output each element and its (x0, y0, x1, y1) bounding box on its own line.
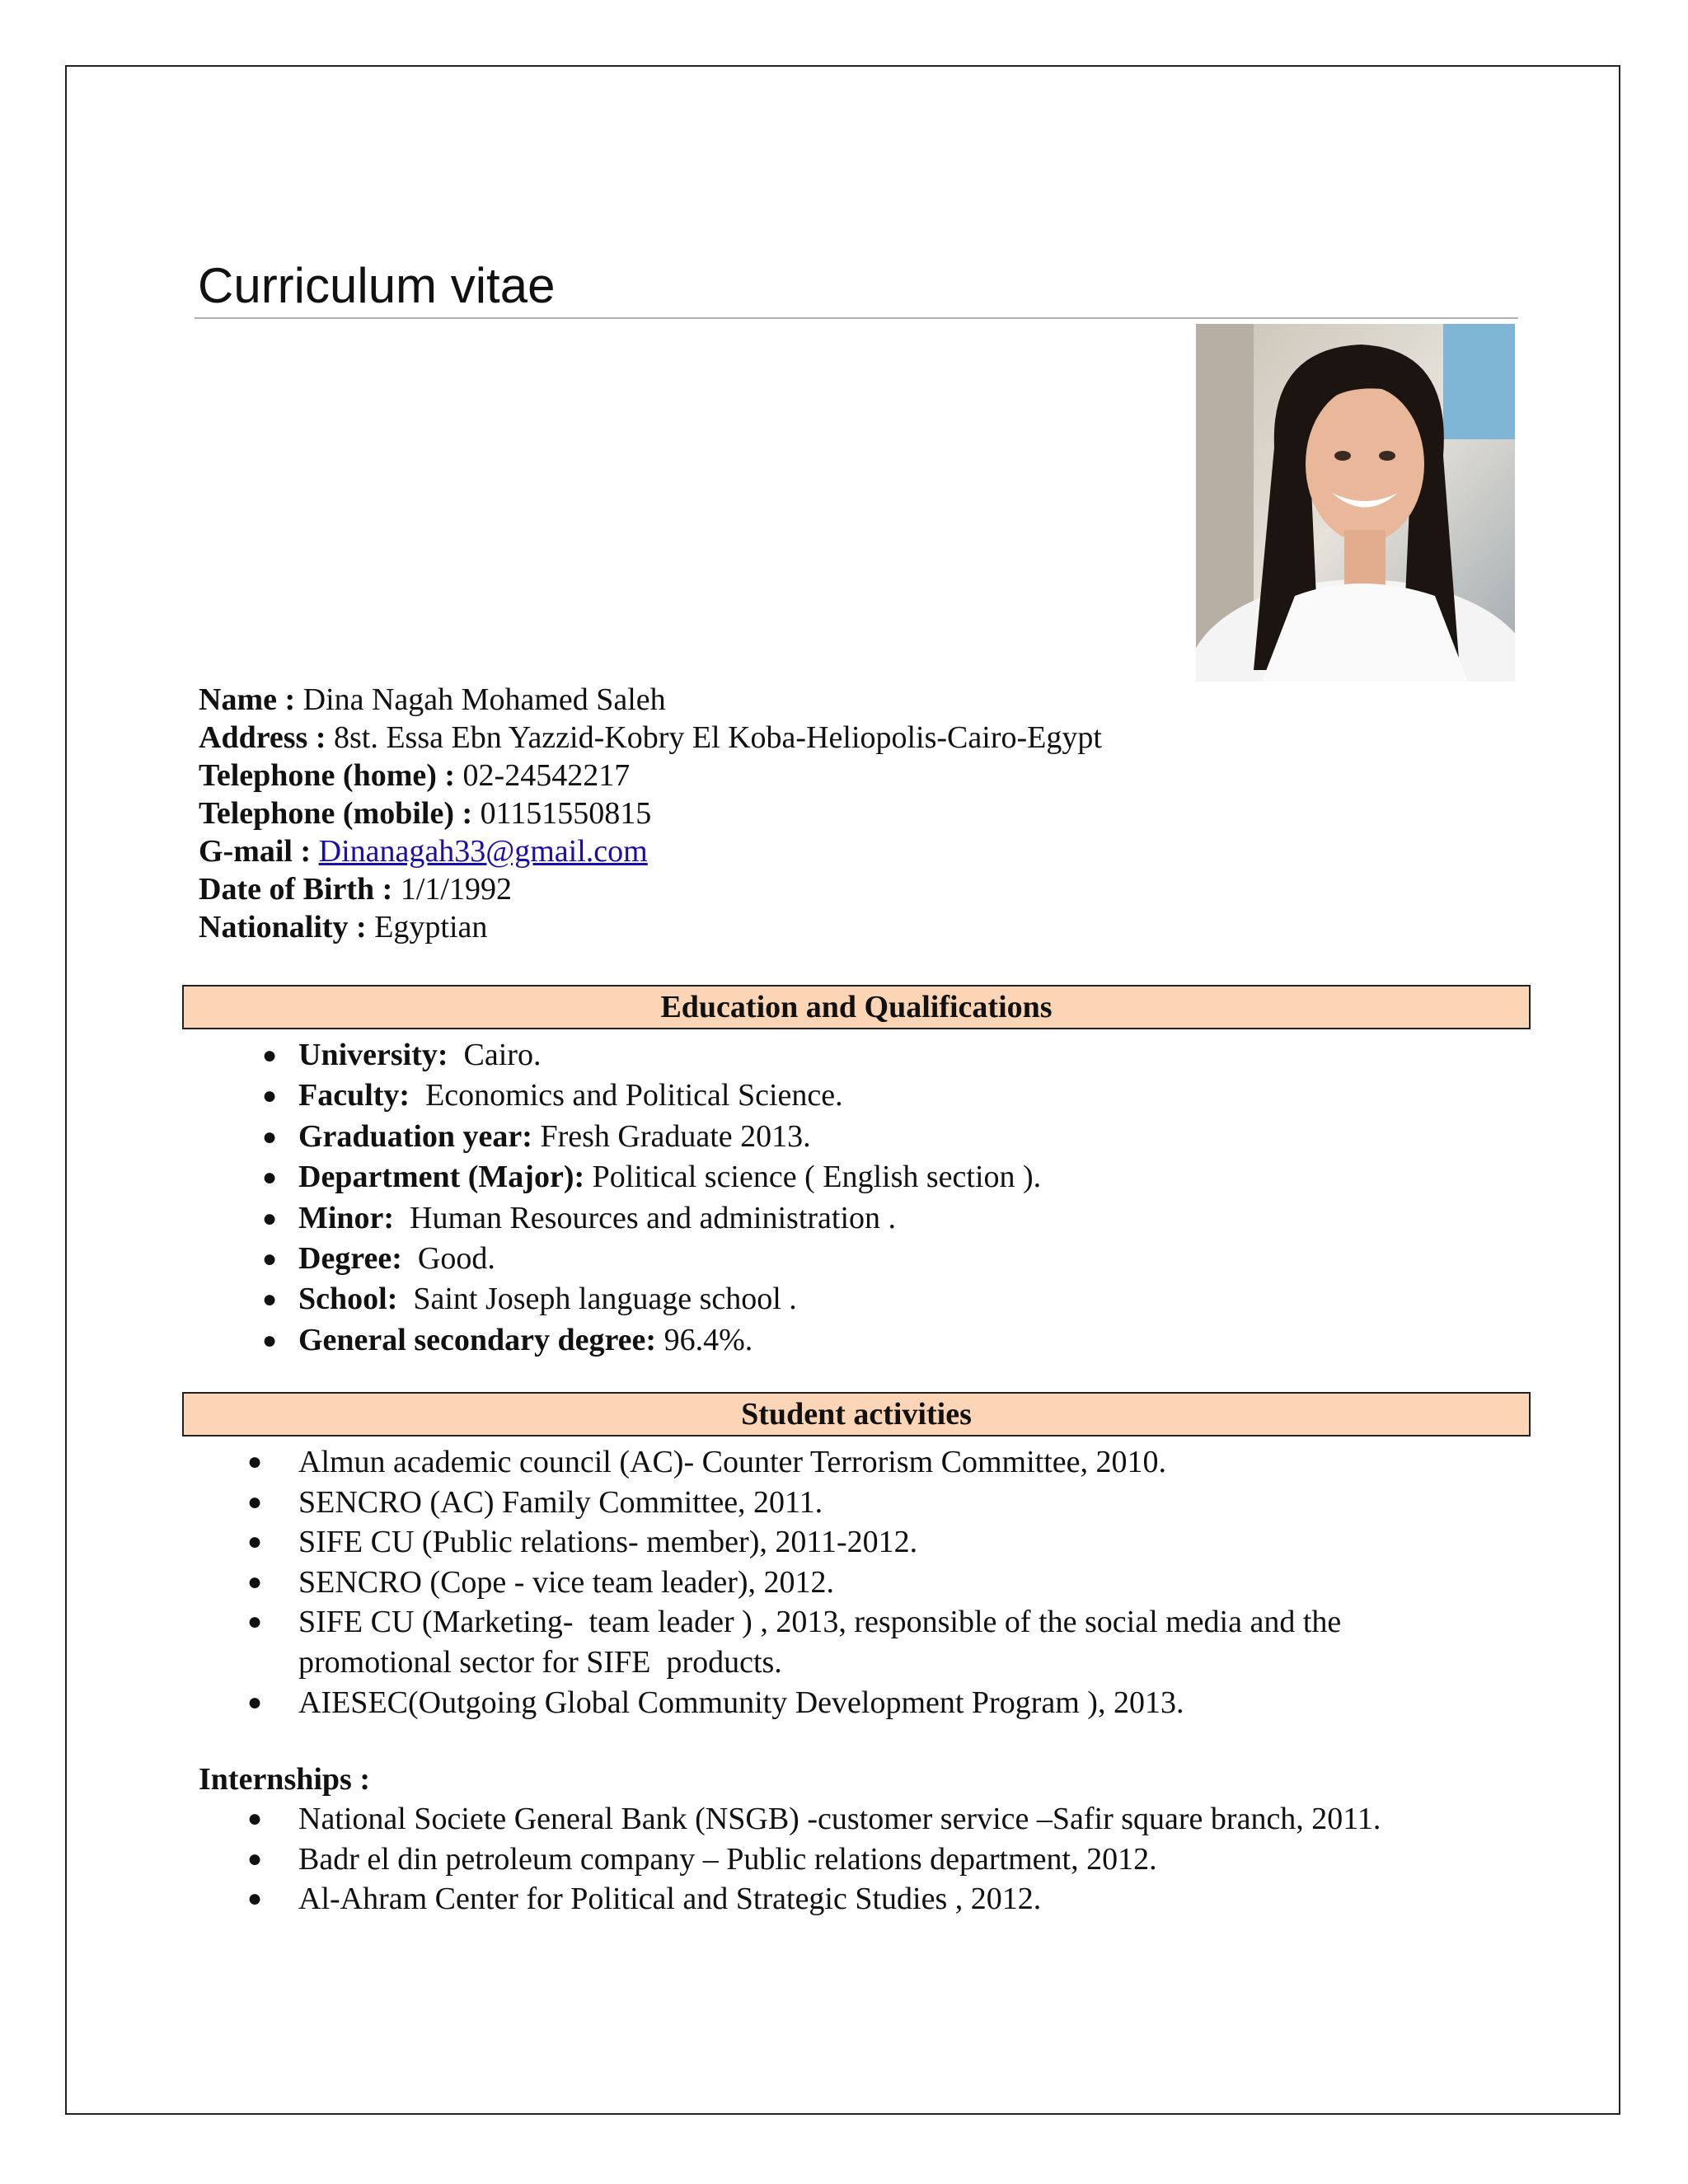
bullet-icon: ● (262, 1245, 278, 1273)
bullet-icon: ● (247, 1448, 263, 1475)
title-divider (195, 317, 1518, 319)
list-item: ● Graduation year: Fresh Graduate 2013. (298, 1117, 1041, 1157)
bullet-icon: ● (247, 1608, 263, 1636)
info-telephone-mobile: Telephone (mobile) : 01151550815 (199, 796, 652, 831)
list-item: ● SENCRO (Cope - vice team leader), 2012. (298, 1563, 1341, 1603)
list-item: ● Degree: Good. (298, 1239, 1041, 1279)
list-item: ● University: Cairo. (298, 1035, 1041, 1076)
education-heading: Education and Qualifications (182, 985, 1531, 1029)
bullet-icon: ● (247, 1688, 263, 1716)
list-item: ● Al-Ahram Center for Political and Strategic Studies , 2012. (298, 1879, 1381, 1919)
list-item: ● SIFE CU (Public relations- member), 2011-2012. (298, 1522, 1341, 1563)
list-item: ● National Societe General Bank (NSGB) -customer service –Safir square branch, 2011. (298, 1799, 1381, 1840)
bullet-icon: ● (262, 1164, 278, 1192)
education-list (262, 1035, 1042, 1361)
bullet-icon: ● (247, 1885, 263, 1913)
activities-heading: Student activities (182, 1392, 1531, 1436)
portrait-photo-icon (1196, 324, 1515, 682)
info-email: G-mail : Dinanagah33@gmail.com (199, 834, 648, 869)
info-address: Address : 8st. Essa Ebn Yazzid-Kobry El Koba-Heliopolis-Cairo-Egypt (199, 720, 1102, 755)
bullet-icon: ● (262, 1122, 278, 1151)
activities-list (247, 1442, 1342, 1722)
list-item: ● Faculty: Economics and Political Science. (298, 1076, 1041, 1116)
info-date-of-birth: Date of Birth : 1/1/1992 (199, 872, 512, 907)
bullet-icon: ● (262, 1042, 278, 1069)
list-item: ● Badr el din petroleum company – Public relations department, 2012. (298, 1840, 1381, 1880)
list-item: ● Minor: Human Resources and administration . (298, 1198, 1041, 1239)
bullet-icon: ● (247, 1568, 263, 1596)
info-telephone-home: Telephone (home) : 02-24542217 (199, 758, 631, 793)
list-item: ● SENCRO (AC) Family Committee, 2011. (298, 1483, 1341, 1523)
info-nationality: Nationality : Egyptian (199, 910, 488, 944)
list-item-continuation: promotional sector for SIFE products. (298, 1644, 782, 1680)
bullet-icon: ● (247, 1528, 263, 1556)
list-item: ● AIESEC(Outgoing Global Community Development Program ), 2013. (298, 1683, 1341, 1723)
info-name: Name : Dina Nagah Mohamed Saleh (199, 682, 666, 717)
personal-info (199, 681, 1102, 946)
bullet-icon: ● (247, 1844, 263, 1872)
internships-list (247, 1799, 1381, 1919)
bullet-icon: ● (262, 1204, 278, 1232)
list-item: ● General secondary degree: 96.4%. (298, 1320, 1041, 1361)
list-item: ● SIFE CU (Marketing- team leader ) , 2013, responsible of the social media and the promotional sector for SIFE products. (298, 1602, 1341, 1682)
bullet-icon: ● (262, 1082, 278, 1110)
internships-heading: Internships : (199, 1762, 370, 1797)
email-link[interactable]: Dinanagah33@gmail.com (318, 834, 648, 869)
bullet-icon: ● (262, 1326, 278, 1354)
bullet-icon: ● (247, 1488, 263, 1516)
list-item: ● Department (Major): Political science ( English section ). (298, 1157, 1041, 1197)
bullet-icon: ● (247, 1805, 263, 1832)
list-item: ● School: Saint Joseph language school . (298, 1279, 1041, 1319)
bullet-icon: ● (262, 1286, 278, 1314)
portrait-photo (1196, 324, 1515, 682)
list-item: ● Almun academic council (AC)- Counter Terrorism Committee, 2010. (298, 1442, 1341, 1483)
page-title: Curriculum vitae (198, 258, 556, 313)
